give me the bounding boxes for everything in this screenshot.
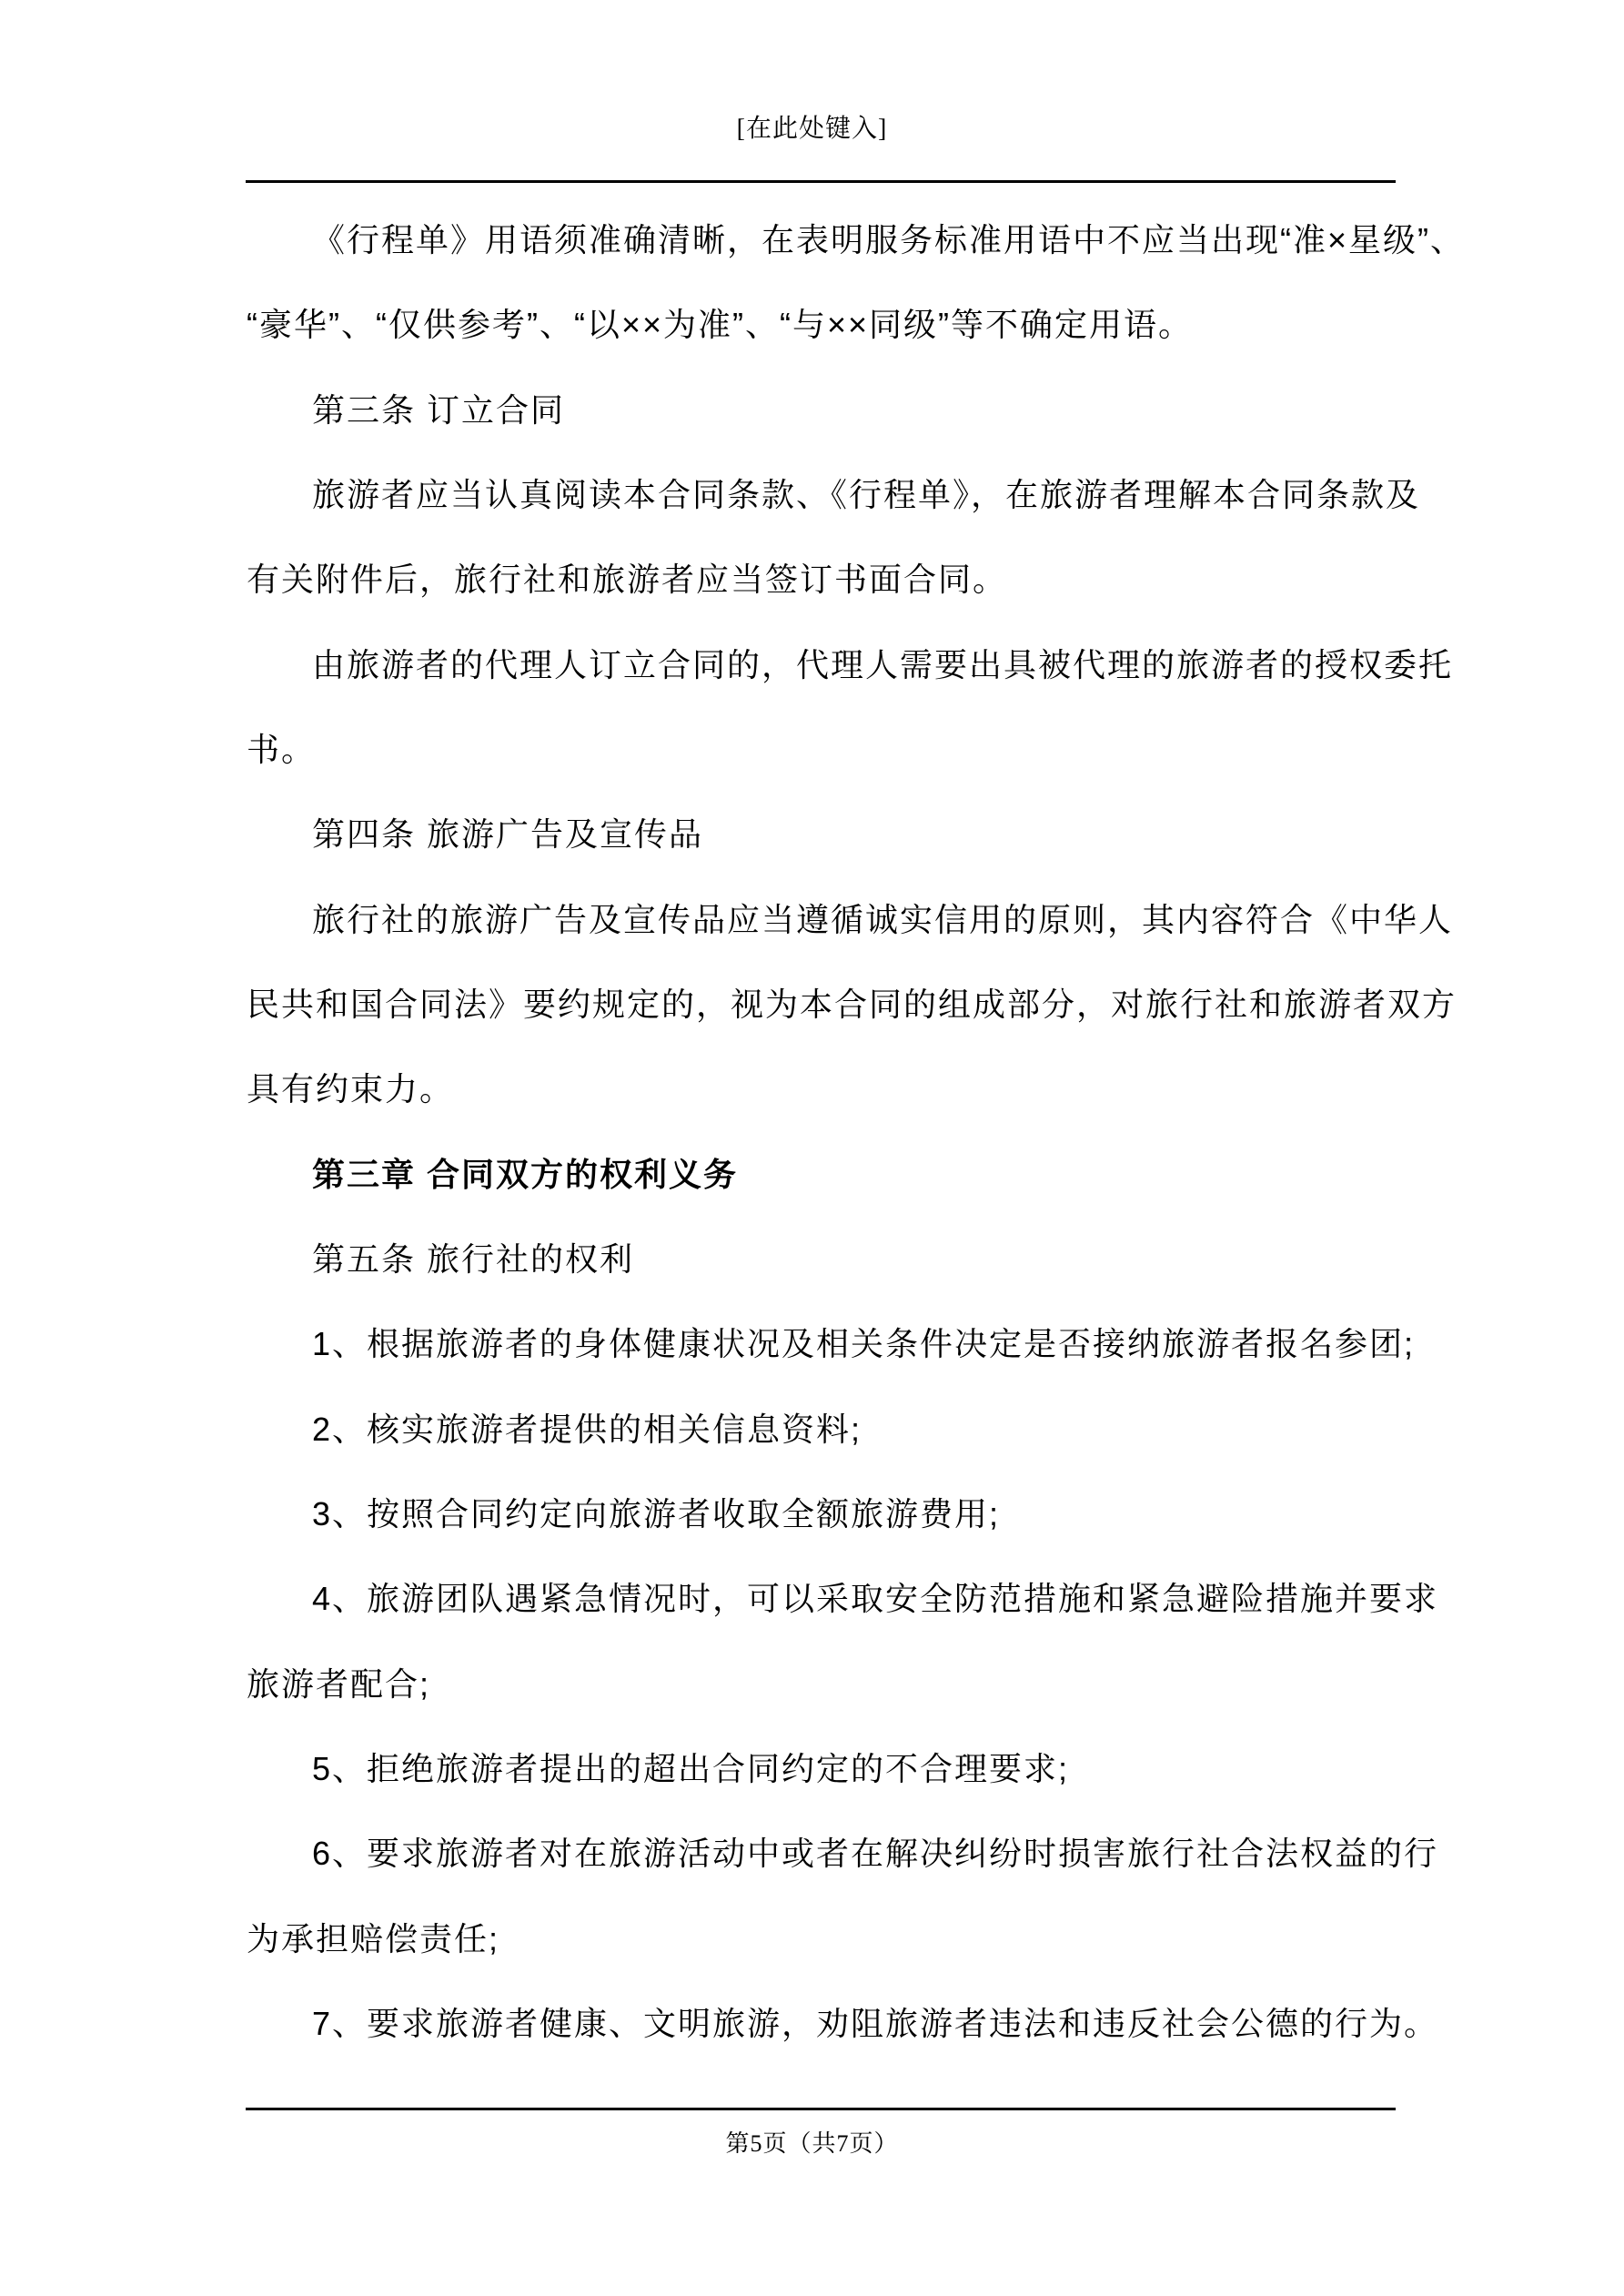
body-line-item-3: 3、按照合同约定向旅游者收取全额旅游费用; bbox=[312, 1495, 1001, 1532]
header-rule bbox=[246, 180, 1396, 183]
body-line-chapter-3-heading: 第三章 合同双方的权利义务 bbox=[312, 1156, 739, 1193]
header-placeholder: [在此处键入] bbox=[736, 115, 888, 143]
body-line-article-4-heading: 第四条 旅游广告及宣传品 bbox=[312, 815, 704, 853]
body-line: 《行程单》用语须准确清晰，在表明服务标准用语中不应当出现“准×星级”、 bbox=[312, 221, 1466, 258]
body-line-item-2: 2、核实旅游者提供的相关信息资料; bbox=[312, 1411, 862, 1448]
body-line: 旅游者配合; bbox=[247, 1665, 431, 1703]
body-line-article-3-heading: 第三条 订立合同 bbox=[312, 391, 566, 429]
body-line: 民共和国合同法》要约规定的，视为本合同的组成部分，对旅行社和旅游者双方 bbox=[247, 986, 1458, 1023]
body-line-item-4: 4、旅游团队遇紧急情况时，可以采取安全防范措施和紧急避险措施并要求 bbox=[312, 1580, 1439, 1617]
body-line-item-6: 6、要求旅游者对在旅游活动中或者在解决纠纷时损害旅行社合法权益的行 bbox=[312, 1835, 1439, 1872]
body-line-item-1: 1、根据旅游者的身体健康状况及相关条件决定是否接纳旅游者报名参团; bbox=[312, 1325, 1416, 1362]
body-line: 旅行社的旅游广告及宣传品应当遵循诚实信用的原则，其内容符合《中华人 bbox=[312, 901, 1454, 938]
body-line: 由旅游者的代理人订立合同的，代理人需要出具被代理的旅游者的授权委托 bbox=[312, 646, 1454, 683]
body-line: 具有约束力。 bbox=[247, 1070, 455, 1108]
body-line-item-7: 7、要求旅游者健康、文明旅游，劝阻旅游者违法和违反社会公德的行为。 bbox=[312, 2005, 1439, 2042]
body-line: 有关附件后，旅行社和旅游者应当签订书面合同。 bbox=[247, 561, 1008, 598]
footer-page-number: 第5页（共7页） bbox=[725, 2130, 899, 2157]
body-line: 书。 bbox=[247, 731, 317, 768]
footer-rule bbox=[246, 2108, 1396, 2110]
body-line-article-5-heading: 第五条 旅行社的权利 bbox=[312, 1240, 635, 1278]
body-line-item-5: 5、拒绝旅游者提出的超出合同约定的不合理要求; bbox=[312, 1750, 1070, 1787]
body-line: 旅游者应当认真阅读本合同条款、《行程单》，在旅游者理解本合同条款及 bbox=[312, 476, 1421, 513]
body-line: “豪华”、“仅供参考”、“以××为准”、“与××同级”等不确定用语。 bbox=[247, 306, 1194, 343]
body-line: 为承担赔偿责任; bbox=[247, 1920, 500, 1957]
